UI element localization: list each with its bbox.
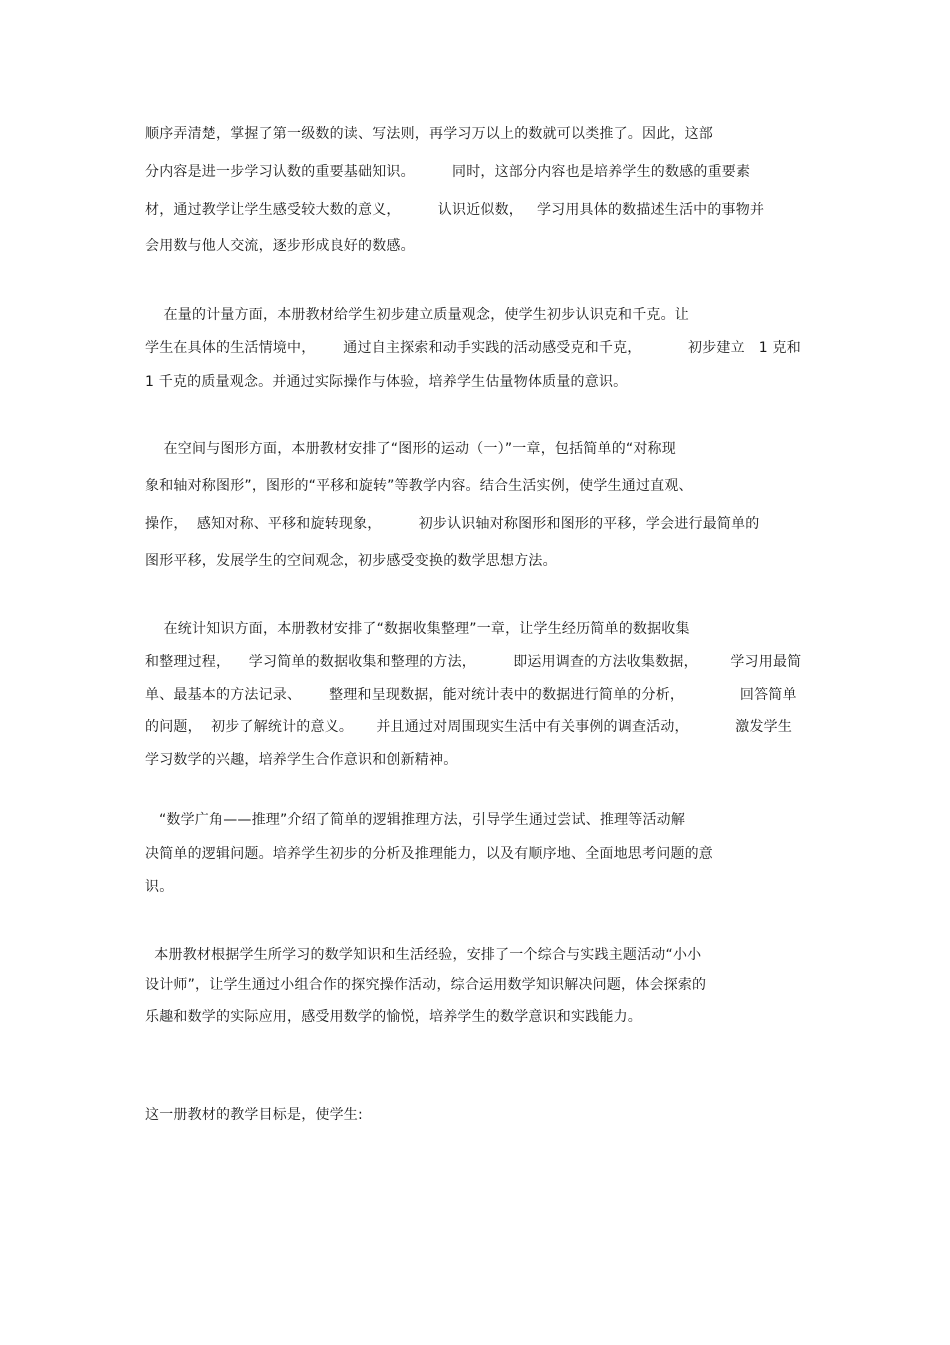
text-line: “数学广角——推理”介绍了简单的逻辑推理方法，引导学生通过尝试、推理等活动解 [145, 812, 686, 828]
text-line: 这一册教材的教学目标是，使学生: [145, 1107, 363, 1123]
text-line: 学习数学的兴趣，培养学生合作意识和创新精神。 [145, 752, 458, 768]
text-line: 顺序弄清楚，掌握了第一级数的读、写法则，再学习万以上的数就可以类推了。因此，这部 [145, 126, 713, 142]
text-line: 和整理过程， 学习简单的数据收集和整理的方法， 即运用调查的方法收集数据， 学习用最简 [145, 654, 802, 670]
text-line: 决简单的逻辑问题。培养学生初步的分析及推理能力，以及有顺序地、全面地思考问题的意 [145, 846, 713, 862]
text-line: 在空间与图形方面，本册教材安排了“图形的运动（一）”一章，包括简单的“对称现 [145, 441, 676, 457]
text-line: 图形平移，发展学生的空间观念，初步感受变换的数学思想方法。 [145, 553, 557, 569]
text-line: 识。 [145, 879, 174, 895]
text-line: 象和轴对称图形”，图形的“平移和旋转”等教学内容。结合生活实例，使学生通过直观、 [145, 478, 693, 494]
text-line: 学生在具体的生活情境中， 通过自主探索和动手实践的活动感受克和千克， 初步建立 1 克和 [145, 340, 801, 356]
text-line: 1 千克的质量观念。并通过实际操作与体验，培养学生估量物体质量的意识。 [145, 374, 628, 390]
text-line: 在统计知识方面，本册教材安排了“数据收集整理”一章，让学生经历简单的数据收集 [145, 621, 690, 637]
text-line: 材，通过教学让学生感受较大数的意义， 认识近似数， 学习用具体的数描述生活中的事物并 [145, 202, 765, 218]
text-line: 设计师”，让学生通过小组合作的探究操作活动，综合运用数学知识解决问题，体会探索的 [145, 977, 707, 993]
text-line: 的问题， 初步了解统计的意义。 并且通过对周围现实生活中有关事例的调查活动， 激发学生 [145, 719, 793, 735]
text-line: 会用数与他人交流，逐步形成良好的数感。 [145, 238, 415, 254]
text-line: 本册教材根据学生所学习的数学知识和生活经验，安排了一个综合与实践主题活动“小小 [145, 947, 702, 963]
text-line: 乐趣和数学的实际应用，感受用数学的愉悦，培养学生的数学意识和实践能力。 [145, 1009, 642, 1025]
text-line: 在量的计量方面，本册教材给学生初步建立质量观念，使学生初步认识克和千克。让 [145, 307, 689, 323]
text-line: 操作， 感知对称、平移和旋转现象， 初步认识轴对称图形和图形的平移，学会进行最简单的 [145, 516, 760, 532]
text-line: 单、最基本的方法记录、 整理和呈现数据，能对统计表中的数据进行简单的分析， 回答简单 [145, 687, 797, 703]
text-line: 分内容是进一步学习认数的重要基础知识。 同时，这部分内容也是培养学生的数感的重要素 [145, 164, 751, 180]
